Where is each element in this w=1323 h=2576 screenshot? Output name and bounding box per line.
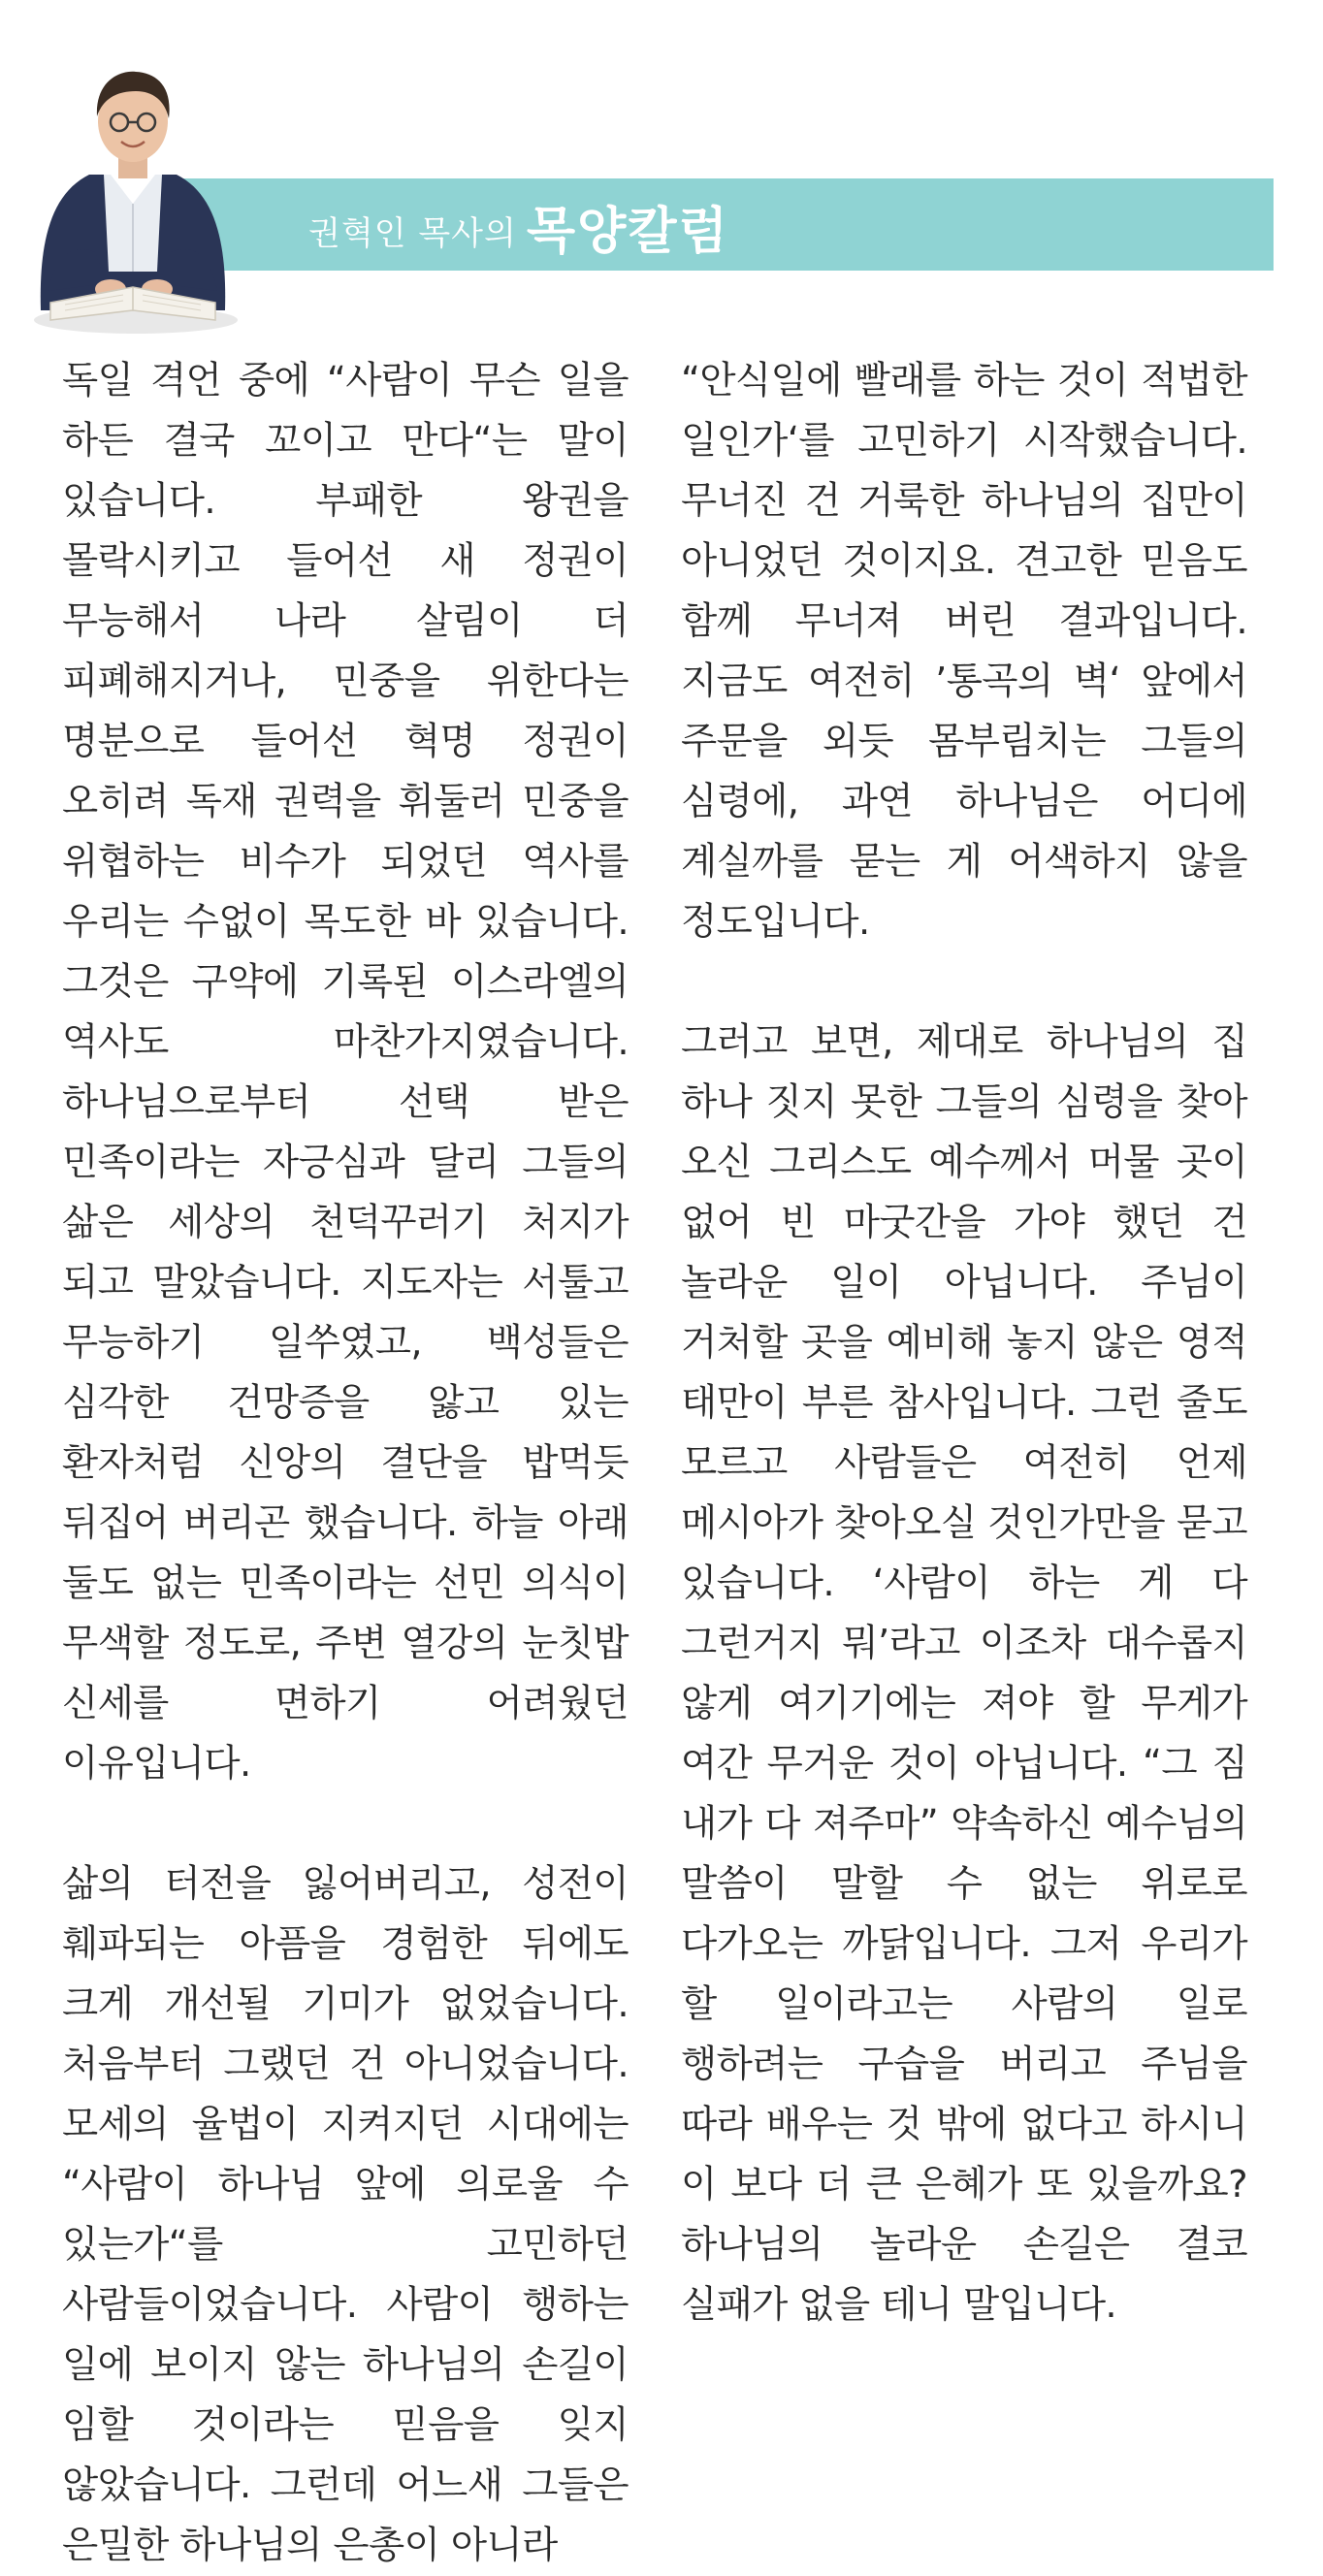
column-header	[0, 0, 1323, 330]
paragraph: 그러고 보면, 제대로 하나님의 집 하나 짓지 못한 그들의 심령을 찾아 오신 그리스도 예수께서 머물 곳이 없어 빈 마굿간을 가야 했던 건 놀라운 일이 아닙니다. 주님이 거처할 곳을 예비해 놓지 않은 영적 태만이 부른 참사입니다. 그런 줄도 모르고 사람들은 여전히 언제 메시아가 찾아오실 것인가만을 묻고 있습니다. ‘사람이 하는 게 다 그런거지 뭐’라고 이조차 대수롭지 않게 여기기에는 져야 할 무게가 여간 무거운 것이 아닙니다. “그 짐 내가 다 져주마” 약속하신 예수님의 말씀이 말할 수 없는 위로로 다가오는 까닭입니다. 그저 우리가 할 일이라고는 사람의 일로 행하려는 구습을 버리고 주님을 따라 배우는 것 밖에 없다고 하시니 이 보다 더 큰 은혜가 또 있을까요? 하나님의 놀라운 손길은 결코 실패가 없을 테니 말입니다.	[681, 1020, 1247, 2327]
author-label: 권혁인 목사의	[308, 214, 517, 253]
pastor-portrait	[21, 29, 244, 339]
article-column-left	[62, 351, 629, 2576]
column-name: 목양칼럼	[526, 202, 729, 261]
paragraph: “안식일에 빨래를 하는 것이 적법한 일인가‘를 고민하기 시작했습니다. 무너진 건 거룩한 하나님의 집만이 아니었던 것이지요. 견고한 믿음도 함께 무너져 버린 결과입니다. 지금도 여전히 ’통곡의 벽‘ 앞에서 주문을 외듯 몸부림치는 그들의 심령에, 과연 하나님은 어디에 계실까를 묻는 게 어색하지 않을 정도입니다.	[681, 359, 1247, 944]
paragraph: 독일 격언 중에 “사람이 무슨 일을 하든 결국 꼬이고 만다“는 말이 있습니다. 부패한 왕권을 몰락시키고 들어선 새 정권이 무능해서 나라 살림이 더 피폐해지거나, 민중을 위한다는 명분으로 들어선 혁명 정권이 오히려 독재 권력을 휘둘러 민중을 위협하는 비수가 되었던 역사를 우리는 수없이 목도한 바 있습니다. 그것은 구약에 기록된 이스라엘의 역사도 마찬가지였습니다. 하나님으로부터 선택 받은 민족이라는 자긍심과 달리 그들의 삶은 세상의 천덕꾸러기 처지가 되고 말았습니다. 지도자는 서툴고 무능하기 일쑤였고, 백성들은 심각한 건망증을 앓고 있는 환자처럼 신앙의 결단을 밥먹듯 뒤집어 버리곤 했습니다. 하늘 아래 둘도 없는 민족이라는 선민 의식이 무색할 정도로, 주변 열강의 눈칫밥 신세를 면하기 어려웠던 이유입니다.	[62, 359, 629, 1786]
article-column-right	[681, 351, 1247, 2335]
paragraph: 삶의 터전을 잃어버리고, 성전이 훼파되는 아픔을 경험한 뒤에도 크게 개선될 기미가 없었습니다. 처음부터 그랬던 건 아니었습니다. 모세의 율법이 지켜지던 시대에는 “사람이 하나님 앞에 의로울 수 있는가“를 고민하던 사람들이었습니다. 사람이 행하는 일에 보이지 않는 하나님의 손길이 임할 것이라는 믿음을 잊지 않았습니다. 그런데 어느새 그들은 은밀한 하나님의 은총이 아니라	[62, 1862, 629, 2567]
column-title	[155, 190, 1274, 263]
